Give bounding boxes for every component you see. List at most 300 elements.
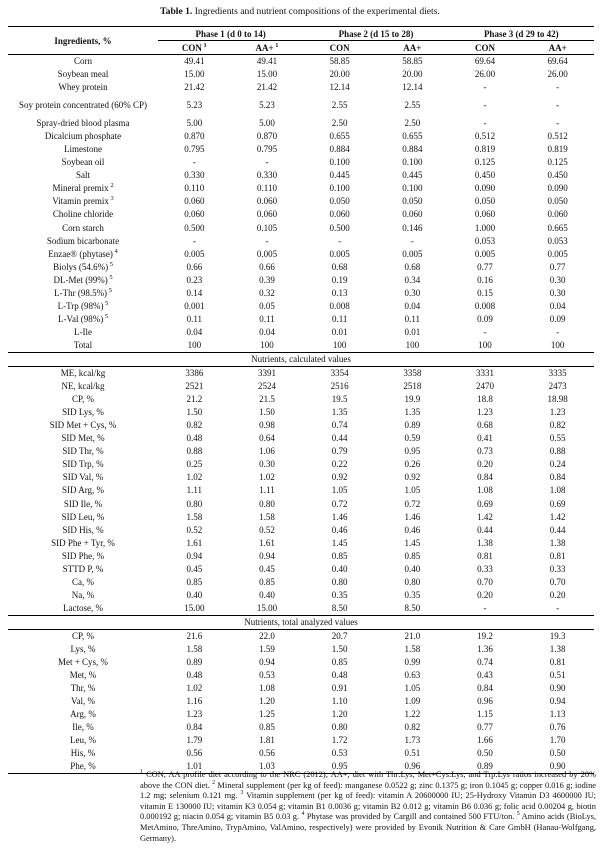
table-cell: 100	[478, 339, 492, 350]
table-cell: 69.64	[547, 56, 568, 66]
table-cell: 0.45	[186, 563, 203, 574]
table-cell: 0.81	[549, 657, 566, 668]
row-label	[8, 419, 158, 432]
table-cell: 100	[187, 339, 202, 350]
row-label-text: Lactose, %	[63, 602, 103, 613]
table-row	[8, 313, 594, 326]
row-label-text: Met + Cys, %	[57, 657, 109, 668]
row-label	[8, 682, 158, 695]
row-label-text: SID Met, %	[61, 433, 105, 444]
table-cell: 0.001	[184, 300, 205, 311]
table-cell: 0.060	[547, 209, 568, 220]
table-cell: 0.870	[256, 131, 278, 142]
table-cell: 0.819	[547, 144, 568, 155]
table-cell: 1.01	[158, 760, 231, 774]
row-label-text: Lys, %	[70, 644, 96, 655]
table-cell: 0.72	[404, 498, 421, 509]
table-cell: 0.30	[549, 287, 566, 298]
row-label	[8, 208, 158, 221]
table-cell: 1.20	[331, 709, 348, 720]
table-cell: 1.58	[259, 511, 275, 522]
table-cell: 0.73	[477, 446, 493, 457]
table-row	[8, 182, 594, 195]
table-cell: 0.40	[186, 589, 203, 600]
table-cell: 0.655	[329, 131, 350, 142]
table-cell: 21.5	[259, 394, 275, 405]
table-cell: 0.68	[331, 261, 348, 272]
table-cell: 0.48	[331, 670, 348, 681]
row-footnote-mark: 5	[103, 312, 109, 320]
table-cell: -	[265, 235, 269, 246]
table-cell: 1.58	[404, 644, 421, 655]
table-row	[8, 550, 594, 563]
row-label-text: Soybean oil	[61, 157, 105, 168]
table-cell: 0.44	[331, 433, 348, 444]
table-cell: 1.61	[259, 537, 275, 548]
row-label	[8, 629, 158, 643]
table-caption-label: Table 1.	[160, 6, 193, 17]
table-cell: 0.04	[549, 300, 566, 311]
table-cell: 0.060	[184, 196, 205, 207]
table-cell: 0.11	[331, 313, 348, 324]
table-cell: 0.90	[521, 760, 594, 774]
footnote-mark: 3	[240, 790, 244, 797]
row-label-text: STTD P, %	[62, 563, 104, 574]
table-cell: 0.22	[331, 459, 348, 470]
table-row	[8, 117, 594, 130]
table-cell: 19.5	[331, 394, 348, 405]
table-cell: 0.11	[404, 313, 421, 324]
table-cell: 0.105	[256, 222, 278, 233]
row-label	[8, 537, 158, 550]
table-caption-text: Ingredients and nutrient compositions of the experimental diets.	[192, 6, 440, 17]
table-cell: 15.00	[184, 69, 205, 80]
row-label-text: SID Val, %	[62, 472, 104, 483]
table-cell: 2470	[475, 381, 494, 392]
table-cell: 1.42	[549, 511, 566, 522]
table-cell: 0.98	[259, 420, 275, 431]
phase-header: Phase 3 (d 29 to 42)	[449, 27, 594, 41]
table-cell: 1.08	[477, 485, 493, 496]
row-label	[8, 367, 158, 381]
table-row	[8, 143, 594, 156]
table-row	[8, 511, 594, 524]
table-cell: 1.42	[477, 511, 493, 522]
table-cell: 0.51	[549, 670, 566, 681]
table-cell: 1.22	[404, 709, 421, 720]
table-cell: 0.30	[549, 274, 566, 285]
table-cell: 3335	[548, 368, 567, 379]
table-cell: 0.20	[477, 459, 493, 470]
table-cell: 1.72	[331, 735, 348, 746]
table-cell: 19.3	[549, 630, 566, 641]
table-cell: 1.09	[404, 696, 421, 707]
table-cell: 0.63	[404, 670, 421, 681]
row-label	[8, 169, 158, 182]
table-cell: 21.6	[186, 630, 203, 641]
table-row	[8, 682, 594, 695]
table-cell: 0.52	[259, 524, 275, 535]
table-cell: 0.81	[549, 550, 566, 561]
table-cell: 69.64	[474, 56, 496, 66]
table-cell: 0.090	[547, 183, 568, 194]
table-cell: 20.00	[329, 69, 350, 80]
table-cell: 0.09	[549, 313, 566, 324]
table-cell: 15.00	[256, 69, 278, 80]
row-label	[8, 182, 158, 195]
row-label-text: L-Ile	[74, 326, 92, 337]
table-cell: 0.48	[186, 670, 203, 681]
table-cell: 58.85	[329, 56, 350, 66]
table-row	[8, 602, 594, 616]
table-cell: 0.89	[449, 760, 522, 774]
table-cell: 1.73	[404, 735, 421, 746]
table-cell: 2.50	[404, 118, 421, 129]
table-row	[8, 576, 594, 589]
table-cell: 1.08	[259, 683, 275, 694]
table-cell: 26.00	[547, 69, 568, 80]
table-cell: 15.00	[256, 602, 278, 613]
table-cell: 0.512	[547, 131, 568, 142]
table-cell: 0.84	[477, 472, 493, 483]
row-label-text: Thr, %	[70, 683, 96, 694]
footnote-mark: 4	[301, 811, 305, 818]
table-cell: 0.110	[257, 183, 277, 194]
table-cell: 0.04	[404, 300, 421, 311]
diet-header	[521, 41, 594, 55]
table-cell: 0.500	[184, 222, 205, 233]
table-cell: 0.35	[331, 589, 348, 600]
table-row	[8, 208, 594, 221]
table-cell: 1.11	[186, 485, 203, 496]
diet-label: CON	[329, 42, 350, 53]
diet-composition-table	[8, 26, 594, 774]
row-label-text: Ca, %	[72, 576, 94, 587]
table-cell: -	[483, 602, 487, 613]
row-label	[8, 117, 158, 130]
table-cell: 1.10	[331, 696, 348, 707]
table-caption	[0, 6, 600, 18]
table-cell: 0.74	[477, 657, 493, 668]
table-cell: 0.94	[259, 550, 275, 561]
table-footnote	[140, 770, 596, 844]
table-cell: -	[192, 157, 196, 168]
row-label	[8, 130, 158, 143]
table-cell: 0.008	[474, 300, 496, 311]
row-label-text: Spray-dried blood plasma	[36, 118, 130, 129]
row-label	[8, 747, 158, 760]
table-cell: 0.33	[477, 563, 493, 574]
table-cell: 1.36	[477, 644, 493, 655]
diet-header	[231, 41, 304, 55]
row-label	[8, 432, 158, 445]
row-label-text: Biolys (54.6%)	[53, 261, 109, 272]
row-label-text: Enzae® (phytase)	[48, 248, 113, 259]
table-cell: 0.053	[547, 235, 568, 246]
row-label	[8, 300, 158, 313]
table-row	[8, 708, 594, 721]
table-row	[8, 68, 594, 81]
table-cell: 0.40	[331, 563, 348, 574]
table-cell: 1.50	[259, 407, 275, 418]
section-header-row	[8, 615, 594, 629]
row-label-text: SID Trp, %	[62, 459, 104, 470]
row-label-text: Whey protein	[58, 82, 108, 93]
table-cell: 1.81	[259, 735, 275, 746]
table-cell: 0.330	[256, 170, 278, 181]
table-cell: -	[483, 118, 487, 129]
table-cell: 12.14	[402, 82, 423, 93]
table-cell: 0.665	[547, 222, 568, 233]
row-label	[8, 760, 158, 774]
row-label	[8, 484, 158, 497]
table-cell: 0.94	[259, 657, 275, 668]
row-label	[8, 721, 158, 734]
row-label-text: SID Met + Cys, %	[49, 420, 117, 431]
row-label-text: Vitamin premix	[52, 196, 109, 207]
table-cell: 1.38	[549, 537, 566, 548]
table-cell: 0.100	[329, 183, 350, 194]
row-label	[8, 643, 158, 656]
table-cell: 0.795	[256, 144, 278, 155]
table-cell: 0.82	[404, 722, 421, 733]
table-cell: 2521	[185, 381, 204, 392]
section-title: Nutrients, total analyzed values	[8, 615, 594, 629]
row-label	[8, 261, 158, 274]
table-cell: 3331	[475, 368, 494, 379]
table-cell: 0.050	[329, 196, 350, 207]
table-cell: 0.88	[186, 446, 203, 457]
table-cell: 0.80	[331, 576, 348, 587]
table-cell: -	[483, 326, 487, 337]
table-cell: 0.50	[549, 748, 566, 759]
row-label	[8, 339, 158, 353]
table-cell: 0.89	[186, 657, 203, 668]
row-footnote-mark: 4	[112, 247, 118, 255]
table-row	[8, 471, 594, 484]
table-row	[8, 261, 594, 274]
table-cell: -	[265, 157, 269, 168]
table-row	[8, 524, 594, 537]
table-cell: 100	[260, 339, 274, 350]
diet-header	[158, 41, 231, 55]
row-label	[8, 143, 158, 156]
row-label-text: Sodium bicarbonate	[46, 235, 120, 246]
table-cell: 0.05	[259, 300, 275, 311]
table-cell: 0.005	[184, 248, 205, 259]
table-row	[8, 287, 594, 300]
table-cell: 1.02	[186, 683, 203, 694]
table-cell: 20.7	[331, 630, 348, 641]
table-cell: 3358	[403, 368, 422, 379]
table-cell: 1.03	[231, 760, 304, 774]
table-cell: 0.005	[547, 248, 568, 259]
row-label-text: Corn	[74, 56, 92, 66]
table-cell: 0.450	[547, 170, 568, 181]
table-cell: 0.41	[477, 433, 493, 444]
table-row	[8, 156, 594, 169]
row-label	[8, 313, 158, 326]
row-label	[8, 380, 158, 393]
table-row	[8, 130, 594, 143]
table-cell: 0.77	[549, 261, 566, 272]
table-row	[8, 458, 594, 471]
table-cell: 0.96	[477, 696, 493, 707]
diet-label: CON	[474, 42, 495, 53]
table-cell: 1.000	[474, 222, 496, 233]
table-cell: 8.50	[404, 602, 421, 613]
row-label-text: ME, kcal/kg	[60, 368, 106, 379]
row-label-text: Choline chloride	[52, 209, 114, 220]
diet-header	[449, 41, 522, 55]
row-label	[8, 511, 158, 524]
table-cell: 0.85	[186, 576, 203, 587]
table-cell: 0.77	[477, 722, 493, 733]
row-label	[8, 498, 158, 511]
table-cell: 1.20	[259, 696, 275, 707]
row-label-text: Corn starch	[62, 222, 104, 233]
table-cell: 8.50	[331, 602, 348, 613]
table-row	[8, 222, 594, 235]
table-cell: 0.82	[549, 420, 566, 431]
table-cell: 0.56	[186, 748, 203, 759]
table-cell: 0.16	[477, 274, 493, 285]
table-cell: 15.00	[184, 602, 205, 613]
table-cell: 0.56	[259, 748, 275, 759]
table-cell: 0.445	[402, 170, 423, 181]
footnote-text: Phytase was provided by Cargill and contained 500 FTU/ton.	[304, 812, 517, 822]
table-cell: 1.50	[331, 644, 348, 655]
table-cell: 0.84	[549, 472, 566, 483]
table-cell: 18.8	[477, 394, 493, 405]
table-row	[8, 656, 594, 669]
table-cell: -	[410, 235, 414, 246]
row-label-text: CP, %	[72, 630, 95, 641]
table-cell: 0.01	[331, 326, 348, 337]
table-cell: 0.80	[331, 722, 348, 733]
table-cell: 1.79	[186, 735, 203, 746]
row-label	[8, 222, 158, 235]
table-cell: 3386	[185, 368, 204, 379]
table-cell: 21.0	[404, 630, 421, 641]
table-cell: 0.819	[474, 144, 496, 155]
row-label-text: Mineral premix	[52, 183, 109, 194]
table-cell: 0.870	[184, 131, 205, 142]
phase-header: Phase 2 (d 15 to 28)	[303, 27, 448, 41]
table-cell: 0.92	[331, 472, 348, 483]
table-cell: 0.80	[404, 576, 421, 587]
table-cell: 26.00	[474, 69, 496, 80]
row-label-text: DL-Met (99%)	[53, 274, 108, 285]
table-cell: -	[483, 100, 487, 111]
diet-label: AA+	[548, 42, 567, 53]
table-cell: 0.84	[477, 683, 493, 694]
table-cell: 0.68	[404, 261, 421, 272]
table-cell: -	[556, 326, 560, 337]
table-cell: 1.15	[477, 709, 493, 720]
table-cell: 0.26	[404, 459, 421, 470]
table-cell: 0.85	[259, 576, 275, 587]
phase-header: Phase 1 (d 0 to 14)	[158, 27, 303, 41]
table-row	[8, 498, 594, 511]
table-cell: 0.81	[477, 550, 493, 561]
table-cell: 1.38	[549, 644, 566, 655]
table-row	[8, 432, 594, 445]
table-cell: 2524	[258, 381, 276, 392]
footnote-text: Vitamin supplement (per kg of feed): vitamin A 20600000 IU; 25-Hydroxy Vitamin D3 4600000 IU; vitamin E 130000 IU; vitamin K3 0.054 g; vitamin B1 0.0036 g; vitamin B2 0.012 g; vitamin B6 0.036 g; folic acid 0.00204 g, biotin 0.000192 g; niacin 0.054 g; vitamin B5 0.03 g.	[140, 791, 596, 822]
table-cell: 0.84	[186, 722, 203, 733]
table-cell: -	[556, 602, 560, 613]
table-cell: 0.94	[186, 550, 203, 561]
table-cell: 0.52	[186, 524, 203, 535]
table-cell: 0.795	[184, 144, 205, 155]
table-cell: 100	[405, 339, 420, 350]
row-label	[8, 563, 158, 576]
row-label-text: SID Leu, %	[61, 511, 105, 522]
row-label-text: SID Ile, %	[63, 498, 103, 509]
footnote-text: Mineral supplement (per kg of feed): manganese 0.0522 g; zinc 0.1375 g; iron 0.1045 g; copper 0.016 g; iodine 1.2 mg; selenium 0.121 mg.	[140, 780, 596, 801]
table-row	[8, 169, 594, 182]
table-cell: 1.02	[259, 472, 275, 483]
row-label	[8, 656, 158, 669]
table-cell: 0.88	[549, 446, 566, 457]
table-cell: 0.33	[549, 563, 566, 574]
table-cell: 5.23	[259, 100, 275, 111]
table-cell: 0.100	[329, 157, 350, 168]
table-cell: 0.69	[477, 498, 493, 509]
table-cell: 0.19	[331, 274, 348, 285]
table-cell: 0.46	[331, 524, 348, 535]
table-row	[8, 274, 594, 287]
table-cell: 3354	[330, 368, 349, 379]
table-cell: 0.70	[477, 576, 493, 587]
row-label-text: Limestone	[64, 144, 102, 155]
table-cell: 22.0	[259, 630, 275, 641]
table-cell: 0.74	[331, 420, 348, 431]
table-cell: 2.55	[331, 100, 348, 111]
row-label-text: Salt	[76, 170, 91, 181]
footnote-mark: 5	[516, 811, 520, 818]
table-cell: 1.45	[331, 537, 348, 548]
table-cell: 1.46	[331, 511, 348, 522]
table-cell: 0.25	[186, 459, 203, 470]
table-cell: 0.005	[474, 248, 496, 259]
row-label	[8, 326, 158, 339]
table-cell: 21.42	[184, 82, 205, 93]
table-cell: 0.85	[259, 722, 275, 733]
row-label	[8, 524, 158, 537]
table-cell: 0.90	[549, 683, 566, 694]
table-cell: 1.35	[404, 407, 421, 418]
row-label-text: Leu, %	[70, 735, 96, 746]
table-cell: 0.53	[331, 748, 348, 759]
row-label	[8, 235, 158, 248]
row-label-text: CP, %	[72, 394, 95, 405]
diet-header	[303, 41, 376, 55]
table-cell: 0.34	[404, 274, 421, 285]
table-cell: 0.92	[404, 472, 421, 483]
table-row	[8, 326, 594, 339]
table-cell: 0.43	[477, 670, 493, 681]
table-cell: 20.00	[402, 69, 423, 80]
row-label	[8, 94, 158, 117]
table-cell: 0.50	[477, 748, 493, 759]
footnote-text: Amino acids (BioLys, MetAmino, ThreAmino, TrypAmino, ValAmino, respectively) were provided by Evonik Nutrition & Care GmbH (Hanau-Wolfgang, Germany).	[140, 812, 596, 843]
table-cell: 0.09	[477, 313, 493, 324]
table-cell: 0.100	[402, 157, 423, 168]
table-cell: 0.20	[549, 589, 566, 600]
table-cell: 1.08	[549, 485, 566, 496]
